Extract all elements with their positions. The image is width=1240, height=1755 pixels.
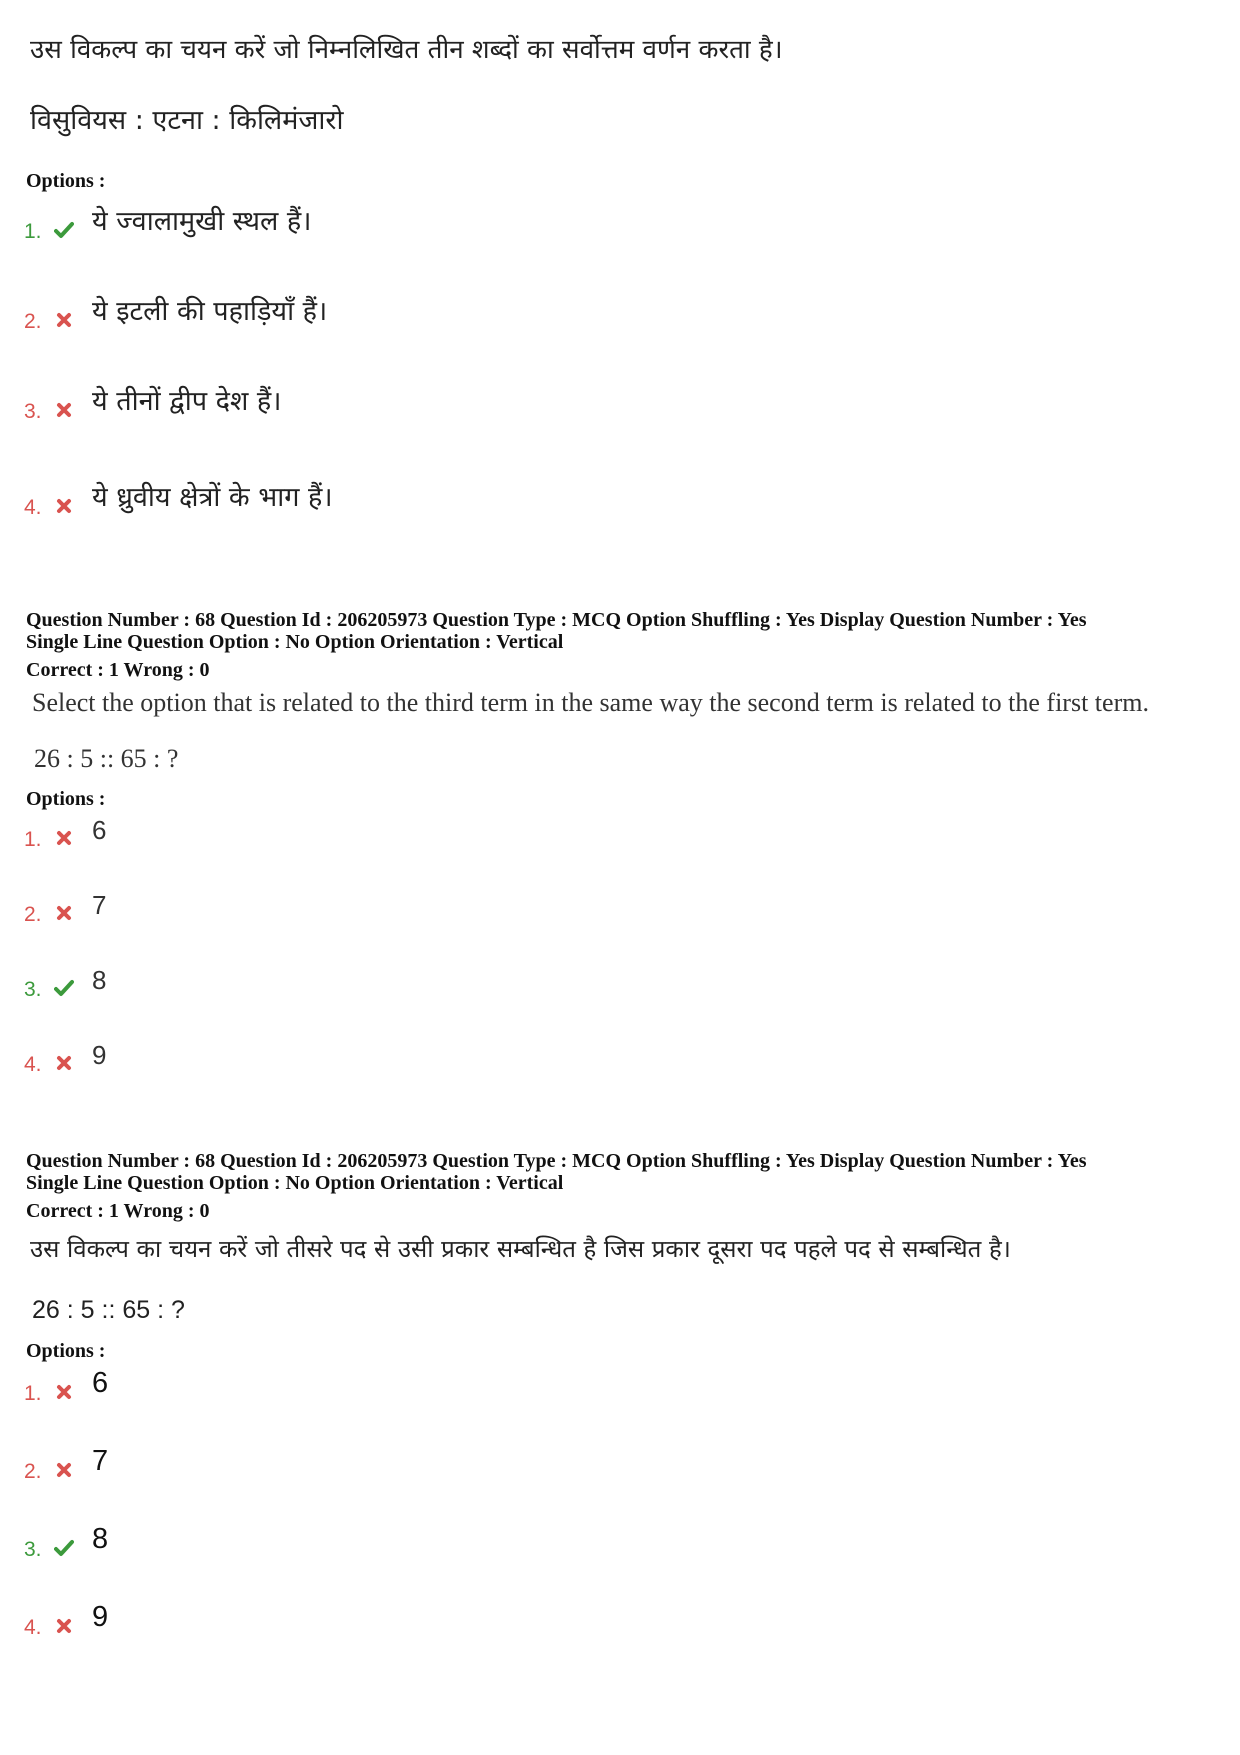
option-text: ये तीनों द्वीप देश हैं। [92,386,282,417]
check-icon [54,1538,74,1558]
option-text: 9 [92,1601,109,1633]
option-item [24,1033,1124,1077]
options-label: Options : [26,788,106,810]
cross-icon [54,828,74,848]
options-label: Options : [26,170,106,192]
option-item [24,476,1124,520]
question-terms-hindi-1: विसुवियस : एटना : किलिमंजारो [30,105,344,136]
option-number: 1. [24,1382,42,1405]
marks-info: Correct : 1 Wrong : 0 [26,659,210,681]
analogy-text: 26 : 5 :: 65 : ? [34,744,179,773]
option-text: 6 [92,1367,109,1399]
cross-icon [54,400,74,420]
option-item [24,808,1124,852]
check-icon [54,978,74,998]
option-text: 8 [92,1523,109,1555]
option-item [24,1440,1124,1484]
analogy-text: 26 : 5 :: 65 : ? [32,1296,185,1324]
cross-icon [54,1460,74,1480]
option-item [24,200,1124,244]
cross-icon [54,496,74,516]
option-text: 7 [92,1445,109,1477]
option-number: 1. [24,828,42,851]
option-text: 6 [92,815,107,845]
cross-icon [54,1382,74,1402]
option-number: 3. [24,1538,42,1561]
option-item [24,958,1124,1002]
options-label: Options : [26,1340,106,1362]
option-item [24,1596,1124,1640]
option-item [24,883,1124,927]
option-text: 8 [92,965,107,995]
marks-info: Correct : 1 Wrong : 0 [26,1200,210,1222]
option-item [24,1362,1124,1406]
question-meta-line-2: Single Line Question Option : No Option Orientation : Vertical [26,1172,564,1194]
check-icon [54,220,74,240]
option-item [24,1518,1124,1562]
option-item [24,290,1124,334]
option-text: ये इटली की पहाड़ियाँ हैं। [92,296,328,327]
option-number: 1. [24,220,42,243]
option-text: ये ध्रुवीय क्षेत्रों के भाग हैं। [92,482,333,513]
cross-icon [54,310,74,330]
option-number: 2. [24,903,42,926]
option-text: ये ज्वालामुखी स्थल हैं। [92,206,312,237]
option-number: 4. [24,496,42,519]
question-text-hindi-2: उस विकल्प का चयन करें जो तीसरे पद से उसी प्रकार सम्बन्धित है जिस प्रकार दूसरा पद पहले पद से सम्बन्धित है। [30,1235,1011,1263]
cross-icon [54,1053,74,1073]
option-number: 4. [24,1053,42,1076]
cross-icon [54,903,74,923]
question-meta-line-2: Single Line Question Option : No Option Orientation : Vertical [26,631,564,653]
option-number: 3. [24,400,42,423]
option-item [24,380,1124,424]
option-text: 7 [92,890,107,920]
question-text-hindi-1: उस विकल्प का चयन करें जो निम्नलिखित तीन शब्दों का सर्वोत्तम वर्णन करता है। [30,35,783,65]
cross-icon [54,1616,74,1636]
option-number: 2. [24,1460,42,1483]
option-text: 9 [92,1040,107,1070]
question-meta-line-1: Question Number : 68 Question Id : 206205973 Question Type : MCQ Option Shuffling : Yes Display Question Number : Yes [26,1150,1087,1172]
option-number: 2. [24,310,42,333]
question-text-english: Select the option that is related to the third term in the same way the second term is related to the first term. [32,688,1149,717]
option-number: 3. [24,978,42,1001]
question-meta-line-1: Question Number : 68 Question Id : 206205973 Question Type : MCQ Option Shuffling : Yes Display Question Number : Yes [26,609,1087,631]
option-number: 4. [24,1616,42,1639]
